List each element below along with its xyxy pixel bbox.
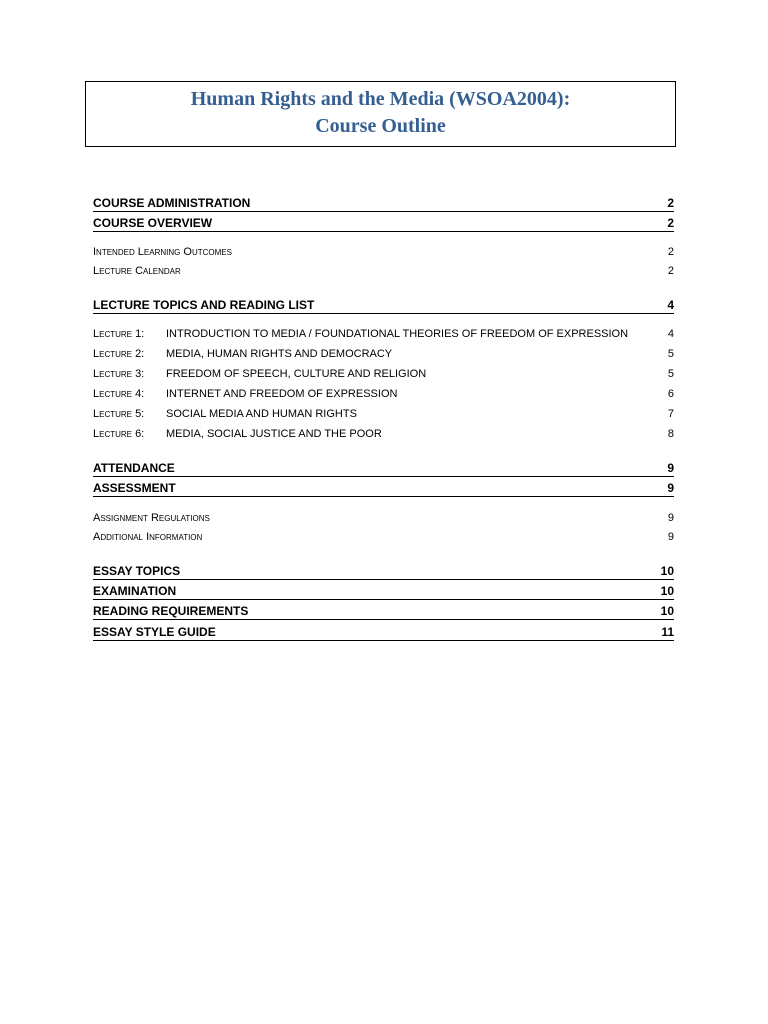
lecture-number: Lecture 5: bbox=[93, 408, 145, 420]
toc-page-number: 9 bbox=[667, 481, 674, 495]
lecture-number: Lecture 3: bbox=[93, 368, 145, 380]
toc-entry-lecture-6[interactable] bbox=[93, 427, 674, 441]
toc-page-number: 4 bbox=[667, 328, 674, 340]
toc-entry-lecture-4[interactable] bbox=[93, 387, 674, 401]
toc-page-number: 5 bbox=[667, 348, 674, 360]
toc-page-number: 2 bbox=[667, 196, 674, 210]
toc-entry-course-overview[interactable] bbox=[93, 216, 674, 232]
toc-entry-reading-requirements[interactable] bbox=[93, 604, 674, 620]
toc-label: ASSESSMENT bbox=[93, 481, 176, 495]
lecture-number: Lecture 6: bbox=[93, 428, 145, 440]
lecture-title: MEDIA, SOCIAL JUSTICE AND THE POOR bbox=[166, 428, 382, 440]
lecture-number: Lecture 1: bbox=[93, 328, 145, 340]
document-title-box bbox=[85, 81, 676, 147]
toc-entry-essay-style-guide[interactable] bbox=[93, 625, 674, 641]
toc-page-number: 2 bbox=[667, 216, 674, 230]
toc-entry-assignment-regulations[interactable] bbox=[93, 511, 674, 525]
toc-entry-attendance[interactable] bbox=[93, 461, 674, 477]
toc-label: Intended Learning Outcomes bbox=[93, 246, 232, 258]
toc-label: Additional Information bbox=[93, 531, 203, 543]
toc-page-number: 4 bbox=[667, 298, 674, 312]
toc-entry-intended-learning-outcomes[interactable] bbox=[93, 245, 674, 259]
toc-label: ATTENDANCE bbox=[93, 461, 175, 475]
toc-label: EXAMINATION bbox=[93, 584, 177, 598]
toc-label: COURSE ADMINISTRATION bbox=[93, 196, 251, 210]
toc-entry-lecture-calendar[interactable] bbox=[93, 264, 674, 278]
toc-page-number: 6 bbox=[667, 388, 674, 400]
toc-label: READING REQUIREMENTS bbox=[93, 604, 249, 618]
toc-page-number: 8 bbox=[667, 428, 674, 440]
toc-entry-course-administration[interactable] bbox=[93, 196, 674, 212]
lecture-number: Lecture 2: bbox=[93, 348, 145, 360]
toc-page-number: 2 bbox=[667, 246, 674, 258]
toc-entry-essay-topics[interactable] bbox=[93, 564, 674, 580]
toc-entry-lecture-3[interactable] bbox=[93, 367, 674, 381]
lecture-number: Lecture 4: bbox=[93, 388, 145, 400]
toc-entry-additional-information[interactable] bbox=[93, 530, 674, 544]
toc-entry-assessment[interactable] bbox=[93, 481, 674, 497]
toc-page-number: 10 bbox=[660, 604, 674, 618]
toc-entry-examination[interactable] bbox=[93, 584, 674, 600]
toc-page-number: 9 bbox=[667, 461, 674, 475]
lecture-title: INTERNET AND FREEDOM OF EXPRESSION bbox=[166, 388, 398, 400]
lecture-title: FREEDOM OF SPEECH, CULTURE AND RELIGION bbox=[166, 368, 427, 380]
toc-page-number: 10 bbox=[660, 584, 674, 598]
toc-label: Assignment Regulations bbox=[93, 512, 210, 524]
toc-page-number: 5 bbox=[667, 368, 674, 380]
toc-page-number: 2 bbox=[667, 265, 674, 277]
toc-entry-lecture-topics[interactable] bbox=[93, 298, 674, 314]
toc-label: ESSAY TOPICS bbox=[93, 564, 181, 578]
toc-label: ESSAY STYLE GUIDE bbox=[93, 625, 216, 639]
toc-entry-lecture-2[interactable] bbox=[93, 347, 674, 361]
lecture-title: INTRODUCTION TO MEDIA / FOUNDATIONAL THEORIES OF FREEDOM OF EXPRESSION bbox=[166, 328, 629, 340]
lecture-title: SOCIAL MEDIA AND HUMAN RIGHTS bbox=[166, 408, 357, 420]
toc-page-number: 9 bbox=[667, 512, 674, 524]
toc-page-number: 10 bbox=[660, 564, 674, 578]
toc-label: Lecture Calendar bbox=[93, 265, 181, 277]
document-title-line1: Human Rights and the Media (WSOA2004): bbox=[190, 88, 571, 110]
toc-entry-lecture-5[interactable] bbox=[93, 407, 674, 421]
toc-page-number: 9 bbox=[667, 531, 674, 543]
lecture-title: MEDIA, HUMAN RIGHTS AND DEMOCRACY bbox=[166, 348, 393, 360]
toc-label: COURSE OVERVIEW bbox=[93, 216, 213, 230]
toc-label: LECTURE TOPICS AND READING LIST bbox=[93, 298, 315, 312]
document-title-line2: Course Outline bbox=[315, 115, 446, 137]
toc-entry-lecture-1[interactable] bbox=[93, 327, 674, 341]
toc-page-number: 11 bbox=[661, 625, 674, 639]
toc-page-number: 7 bbox=[667, 408, 674, 420]
